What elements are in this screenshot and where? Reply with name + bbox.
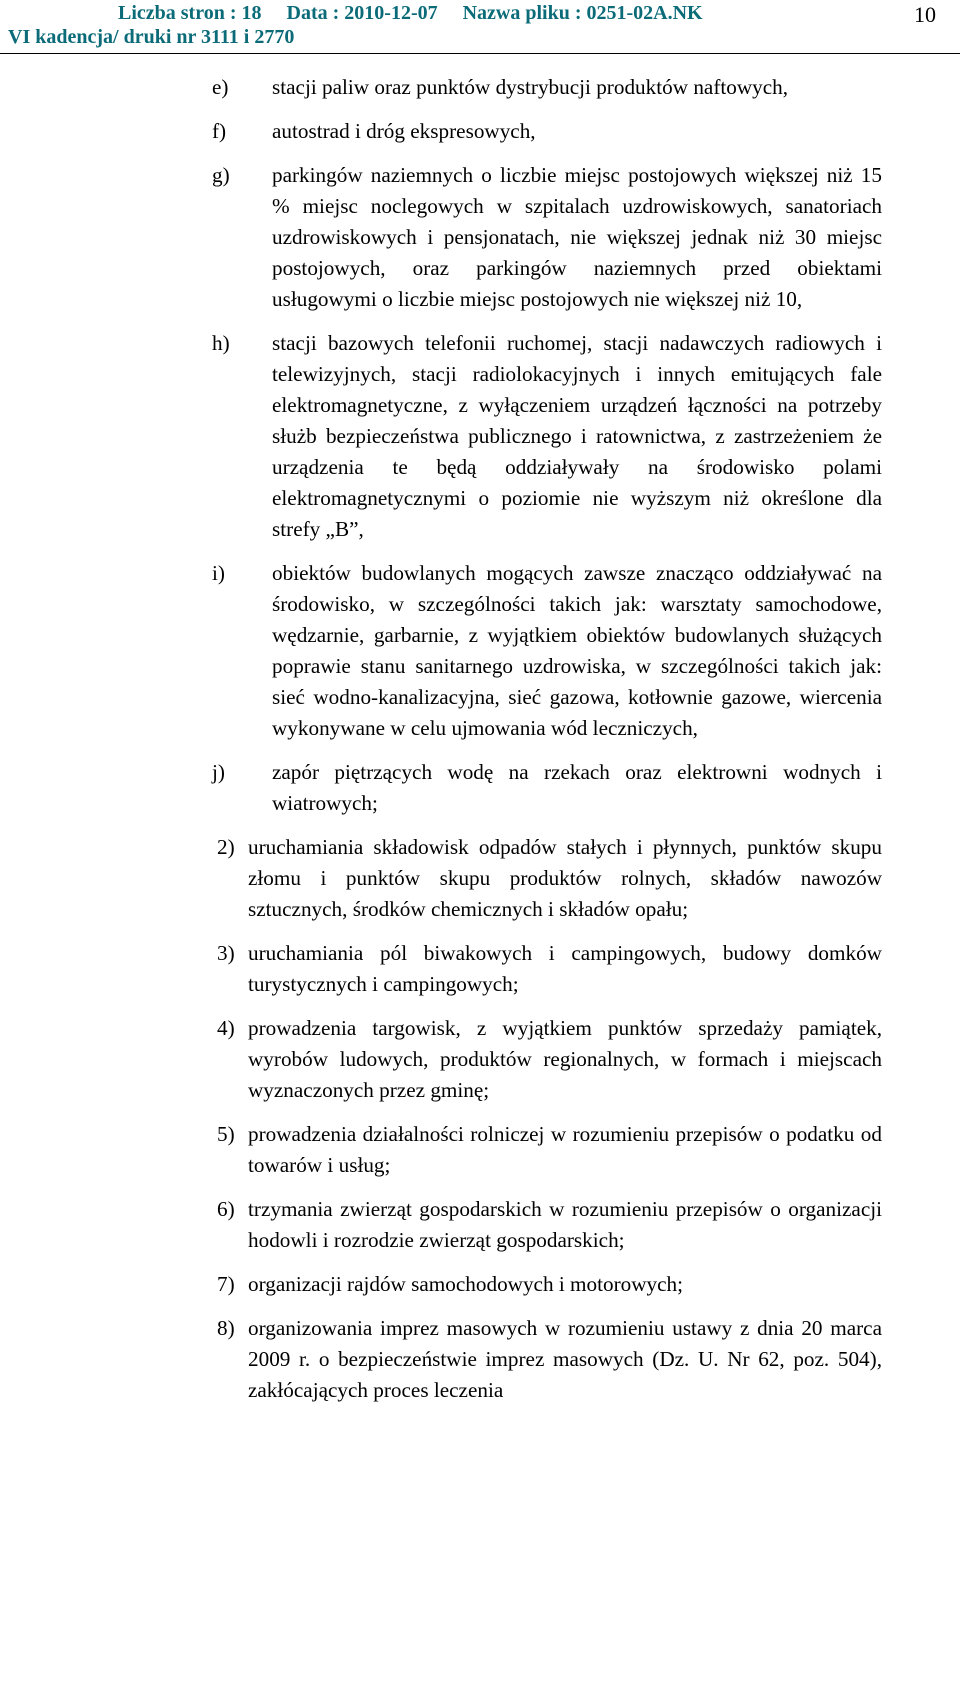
- header-divider: [0, 53, 960, 54]
- numbered-item-label: 3): [217, 941, 235, 965]
- numbered-item-text: organizacji rajdów samochodowych i motorowych;: [248, 1272, 684, 1296]
- numbered-item-3: [217, 938, 882, 1000]
- numbered-item-text: trzymania zwierząt gospodarskich w rozumieniu przepisów o organizacji hodowli i rozrodzie zwierząt gospodarskich;: [248, 1197, 882, 1252]
- list-item-text: stacji bazowych telefonii ruchomej, stacji nadawczych radiowych i telewizyjnych, stacji radiolokacyjnych i innych emitujących fale elektromagnetyczne, z wyłączeniem urządzeń łączności na potrzeby służb bezpieczeństwa publicznego i ratownictwa, z zastrzeżeniem że urządzenia te będą oddziaływały na środowisko polami elektromagnetycznymi o poziomie nie wyższym niż określone dla strefy „B”,: [272, 331, 882, 541]
- document-body: [0, 72, 960, 1419]
- numbered-item-label: 4): [217, 1016, 235, 1040]
- list-item-label: j): [212, 760, 225, 784]
- list-item-label: e): [212, 75, 229, 99]
- list-item-f: [212, 116, 882, 147]
- numbered-item-text: uruchamiania pól biwakowych i campingowych, budowy domków turystycznych i campingowych;: [248, 941, 882, 996]
- list-item-i: [212, 558, 882, 744]
- header-metadata: Liczba stron : 18 Data : 2010-12-07 Nazwa pliku : 0251-02A.NK: [118, 2, 703, 24]
- numbered-item-label: 7): [217, 1272, 235, 1296]
- page-number: 10: [914, 2, 936, 27]
- numbered-item-8: [217, 1313, 882, 1406]
- numbered-item-text: prowadzenia targowisk, z wyjątkiem punktów sprzedaży pamiątek, wyrobów ludowych, produktów regionalnych, w formach i miejscach wyznaczonych przez gminę;: [248, 1016, 882, 1102]
- numbered-item-4: [217, 1013, 882, 1106]
- list-item-label: i): [212, 561, 225, 585]
- numbered-item-2: [217, 832, 882, 925]
- list-item-text: stacji paliw oraz punktów dystrybucji produktów naftowych,: [272, 75, 789, 99]
- numbered-item-text: prowadzenia działalności rolniczej w rozumieniu przepisów o podatku od towarów i usług;: [248, 1122, 882, 1177]
- numbered-item-5: [217, 1119, 882, 1181]
- numbered-item-7: [217, 1269, 882, 1300]
- list-item-text: parkingów naziemnych o liczbie miejsc postojowych większej niż 15 % miejsc noclegowych w szpitalach uzdrowiskowych, sanatoriach uzdrowiskowych i pensjonatach, nie większej jednak niż 30 miejsc postojowych, oraz parkingów naziemnych przed obiektami usługowymi o liczbie miejsc postojowych nie większej niż 10,: [272, 163, 882, 311]
- list-item-h: [212, 328, 882, 545]
- numbered-item-label: 8): [217, 1316, 235, 1340]
- list-item-label: h): [212, 331, 230, 355]
- numbered-item-label: 6): [217, 1197, 235, 1221]
- numbered-item-label: 5): [217, 1122, 235, 1146]
- document-header: [0, 0, 960, 52]
- list-item-text: obiektów budowlanych mogących zawsze znacząco oddziaływać na środowisko, w szczególności takich jak: warsztaty samochodowe, wędzarnie, garbarnie, z wyjątkiem obiektów budowlanych służących poprawie stanu sanitarnego uzdrowiska, w szczególności takich jak: sieć wodno-kanalizacyjna, sieć gazowa, kotłownie gazowe, wiercenia wykonywane w celu ujmowania wód leczniczych,: [272, 561, 882, 740]
- list-item-label: g): [212, 163, 230, 187]
- list-item-text: autostrad i dróg ekspresowych,: [272, 119, 536, 143]
- list-item-label: f): [212, 119, 227, 143]
- list-item-text: zapór piętrzących wodę na rzekach oraz elektrowni wodnych i wiatrowych;: [272, 760, 882, 815]
- list-item-j: [212, 757, 882, 819]
- list-item-g: [212, 160, 882, 315]
- list-item-e: [212, 72, 882, 103]
- numbered-item-text: uruchamiania składowisk odpadów stałych i płynnych, punktów skupu złomu i punktów skupu produktów rolnych, składów nawozów sztucznych, środków chemicznych i składów opału;: [248, 835, 882, 921]
- header-kadencja: VI kadencja/ druki nr 3111 i 2770: [8, 26, 295, 48]
- numbered-item-label: 2): [217, 835, 235, 859]
- numbered-item-text: organizowania imprez masowych w rozumieniu ustawy z dnia 20 marca 2009 r. o bezpieczeństwie imprez masowych (Dz. U. Nr 62, poz. 504), zakłócających proces leczenia: [248, 1316, 882, 1402]
- numbered-item-6: [217, 1194, 882, 1256]
